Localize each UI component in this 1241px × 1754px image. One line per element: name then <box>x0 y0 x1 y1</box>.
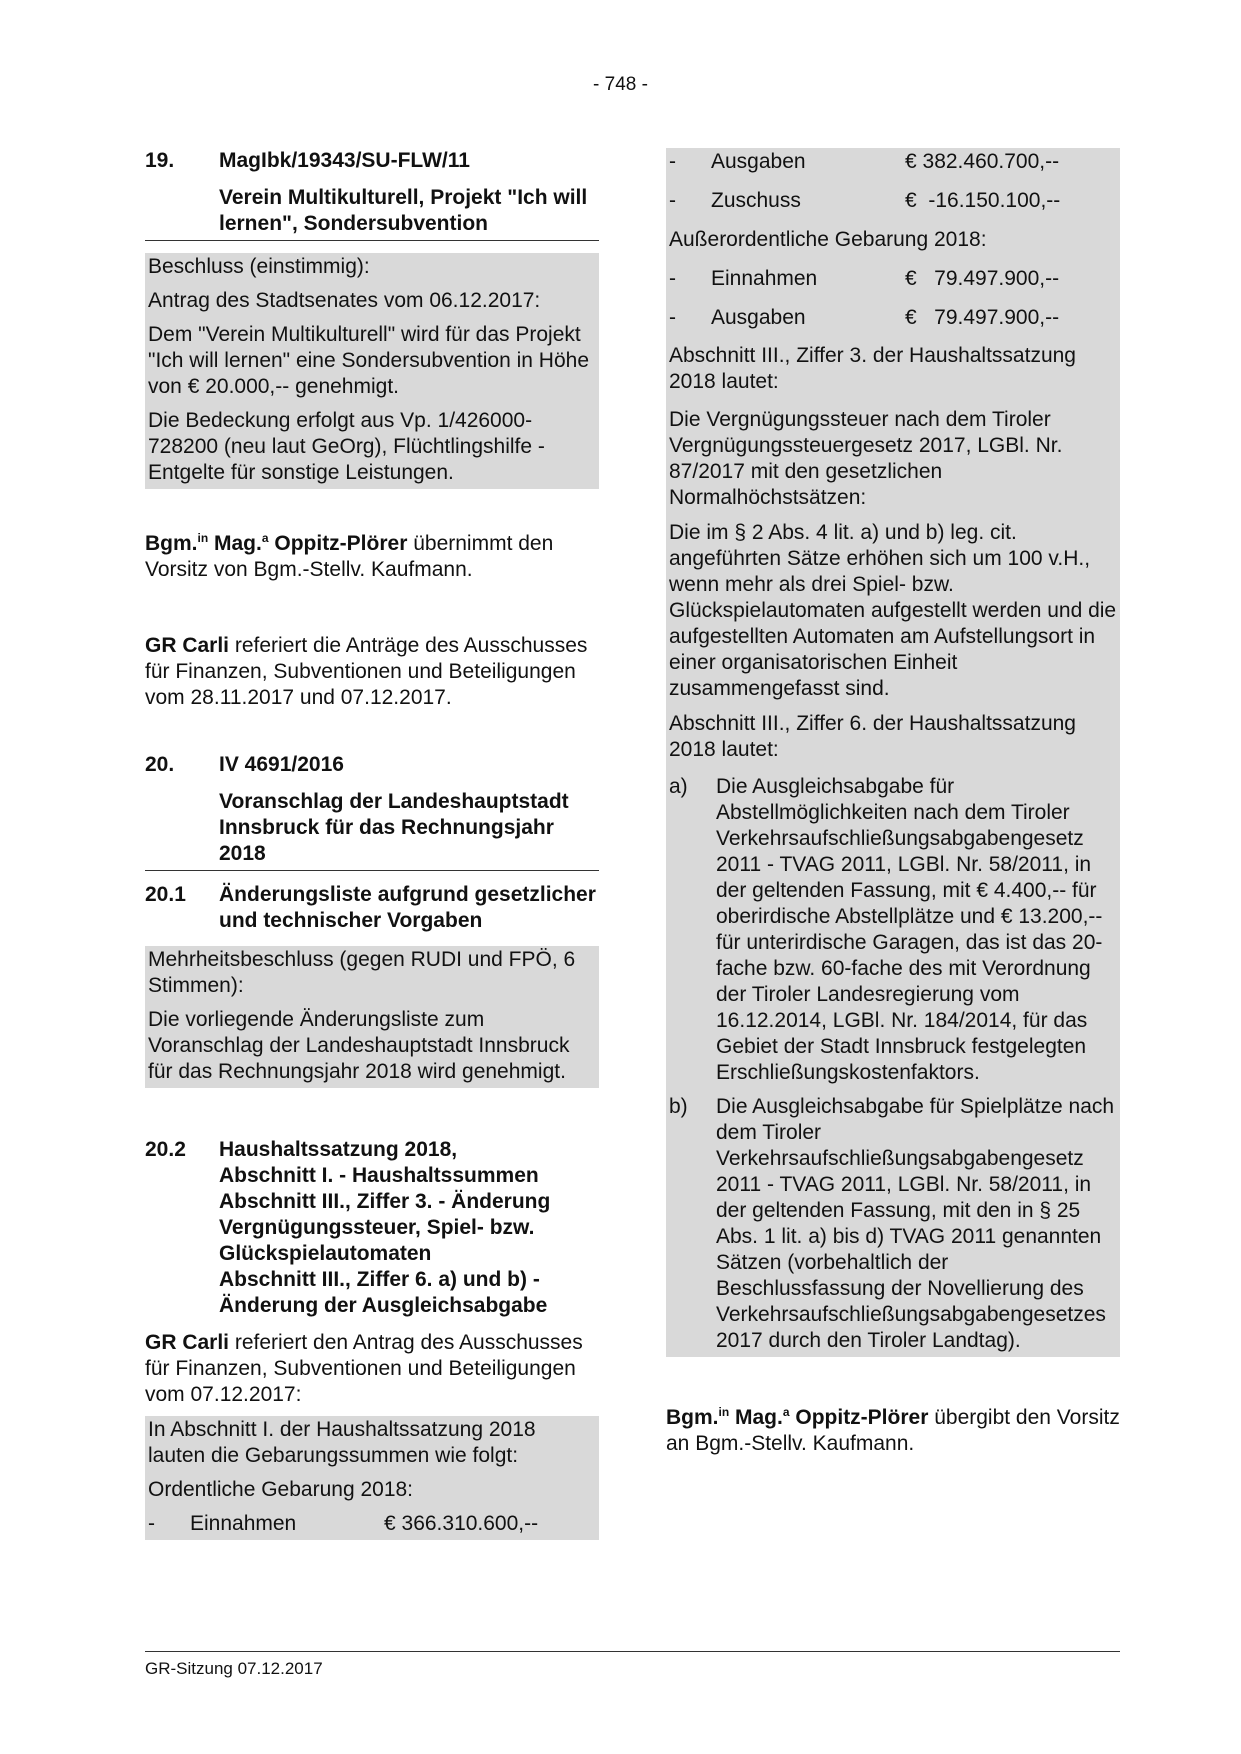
budget-intro: In Abschnitt I. der Haushaltssatzung 2018 lauten die Gebarungssummen wie folgt: <box>148 1418 536 1467</box>
decision-label: Mehrheitsbeschluss (gegen RUDI und FPÖ, 6 Stimmen): <box>148 948 576 997</box>
item-20-1-header <box>145 882 599 934</box>
section-6-point-a: a) Die Ausgleichsabgabe für Abstellmöglichkeiten nach dem Tiroler Verkehrsaufschließungsabgabengesetz 2011 - TVAG 2011, LGBl. Nr. 58/2011, in der geltenden Fassung, mit € 4.400,-- für oberirdische Abstellplätze und € 13.200,-- für unterirdische Garagen, das ist das 20-fache bzw. 60-fache des mit Verordnung der Tiroler Landesregierung vom 16.12.2014, LGBl. Nr. 184/2014, für das Gebiet der Stadt Innsbruck festgelegten Erschließungskostenfaktors. <box>669 775 1103 1084</box>
item-20-title: Voranschlag der Landeshauptstadt Innsbruck für das Rechnungsjahr 2018 <box>145 789 599 871</box>
funding-text: Die Bedeckung erfolgt aus Vp. 1/426000-728200 (neu laut GeOrg), Flüchtlingshilfe - Entgelte für sonstige Leistungen. <box>148 409 545 484</box>
item-20-2-header <box>145 1137 599 1319</box>
section-3-intro: Abschnitt III., Ziffer 3. der Haushaltssatzung 2018 lautet: <box>669 344 1076 393</box>
budget-row: - Zuschuss € -16.150.100,-- <box>669 189 1061 212</box>
decision-text: Die vorliegende Änderungsliste zum Voranschlag der Landeshauptstadt Innsbruck für das Rechnungsjahr 2018 wird genehmigt. <box>148 1008 570 1083</box>
page-number: - 748 - <box>593 74 648 95</box>
right-column <box>666 148 1120 1457</box>
decision-label: Beschluss (einstimmig): <box>148 255 370 278</box>
item-title: Änderungsliste aufgrund gesetzlicher und technischer Vorgaben <box>219 883 596 932</box>
carli-report-2: GR Carli referiert den Antrag des Ausschusses für Finanzen, Subventionen und Beteiligungen vom 07.12.2017: <box>145 1331 583 1406</box>
budget-row: - Ausgaben € 79.497.900,-- <box>669 306 1060 329</box>
item-19-title: Verein Multikulturell, Projekt "Ich will lernen", Sondersubvention <box>145 185 599 241</box>
decision-text: Dem "Verein Multikulturell" wird für das Projekt "Ich will lernen" eine Sondersubvention in Höhe von € 20.000,-- genehmigt. <box>148 323 590 398</box>
chair-change-1: Bgm.$^{in}$ Mag.$^a$ Oppitz-Plörer übernimmt den Vorsitz von Bgm.-Stellv. Kaufmann. <box>145 531 554 581</box>
motion-label: Antrag des Stadtsenates vom 06.12.2017: <box>148 289 541 312</box>
item-number: 20. <box>145 753 175 776</box>
item-number: 19. <box>145 149 175 172</box>
left-column <box>145 148 599 1540</box>
item-19-decision-box <box>145 253 599 489</box>
chair-change-2: Bgm.$^{in}$ Mag.$^a$ Oppitz-Plörer übergibt den Vorsitz an Bgm.-Stellv. Kaufmann. <box>666 1405 1120 1455</box>
item-20-1-decision-box <box>145 946 599 1088</box>
item-20-header <box>145 752 599 778</box>
budget-box-part-1 <box>145 1416 599 1540</box>
item-number: 20.2 <box>145 1138 186 1161</box>
item-reference: MagIbk/19343/SU-FLW/11 <box>219 149 470 172</box>
item-19-header <box>145 148 599 174</box>
budget-row: - Einnahmen € 79.497.900,-- <box>669 267 1060 290</box>
page-footer: GR-Sitzung 07.12.2017 <box>145 1651 1120 1679</box>
carli-report-1: GR Carli referiert die Anträge des Ausschusses für Finanzen, Subventionen und Beteiligungen vom 28.11.2017 und 07.12.2017. <box>145 634 588 709</box>
section-6-intro: Abschnitt III., Ziffer 6. der Haushaltssatzung 2018 lautet: <box>669 712 1076 761</box>
section-3-text-1: Die Vergnügungssteuer nach dem Tiroler Vergnügungssteuergesetz 2017, LGBl. Nr. 87/2017 mit den gesetzlichen Normalhöchstsätzen: <box>669 408 1063 509</box>
item-reference: IV 4691/2016 <box>219 753 344 776</box>
section-3-text-2: Die im § 2 Abs. 4 lit. a) und b) leg. cit. angeführten Sätze erhöhen sich um 100 v.H., wenn mehr als drei Spiel- bzw. Glückspielautomaten aufgestellt werden und die aufgestellten Automaten am Aufstellungsort in einer organisatorischen Einheit zusammengefasst sind. <box>669 521 1117 700</box>
budget-row: - Ausgaben € 382.460.700,-- <box>669 150 1060 173</box>
ordinary-budget-title: Ordentliche Gebarung 2018: <box>148 1478 414 1501</box>
budget-box-part-2 <box>666 148 1120 1357</box>
section-6-point-b: b) Die Ausgleichsabgabe für Spielplätze nach dem Tiroler Verkehrsaufschließungsabgabengesetz 2011 - TVAG 2011, LGBl. Nr. 58/2011, in der geltenden Fassung, mit den in § 25 Abs. 1 lit. a) bis d) TVAG 2011 genannten Sätzen (vorbehaltlich der Beschlussfassung der Novellierung des Verkehrsaufschließungsabgabengesetzes 2017 durch den Tiroler Landtag). <box>669 1095 1115 1352</box>
budget-row: - Einnahmen € 366.310.600,-- <box>148 1512 539 1535</box>
item-number: 20.1 <box>145 883 186 906</box>
item-title: Haushaltssatzung 2018, Abschnitt I. - Haushaltssummen Abschnitt III., Ziffer 3. - Änderung Vergnügungssteuer, Spiel- bzw. Glückspielautomaten Abschnitt III., Ziffer 6. a) und b) - Änderung der Ausgleichsabgabe <box>219 1138 551 1317</box>
extraordinary-budget-title: Außerordentliche Gebarung 2018: <box>669 228 987 251</box>
